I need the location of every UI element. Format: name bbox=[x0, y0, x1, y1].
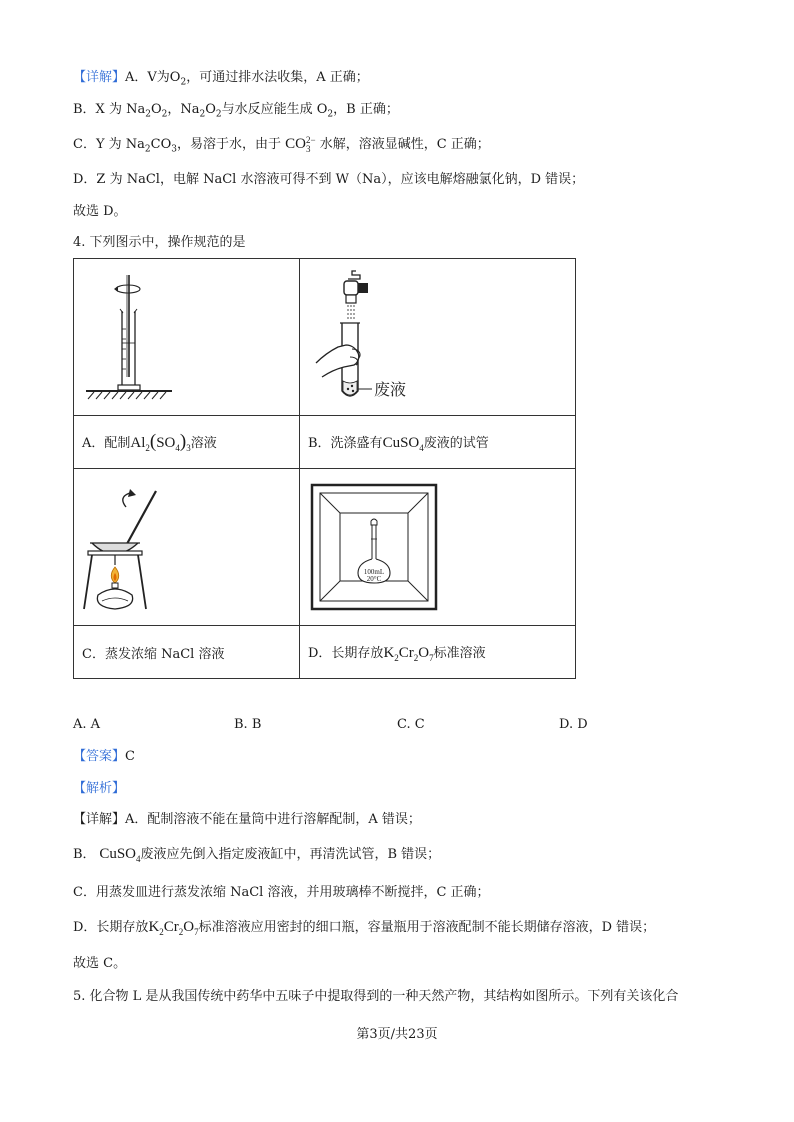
q4-detail-a: 【详解】A．配制溶液不能在量筒中进行溶解配制，A 错误； bbox=[73, 812, 421, 827]
option-c: C. C bbox=[397, 717, 425, 732]
option-a: A. A bbox=[73, 717, 101, 732]
test-tube-washing-illustration bbox=[300, 259, 575, 415]
cell-b-image bbox=[300, 259, 576, 416]
prev-detail-c: C．Y 为 $Na_2CO_3$，易溶于水，由于 CO 2− 3 水解，溶液显碱性，C 正确； bbox=[73, 134, 490, 155]
cell-c-image bbox=[74, 469, 300, 626]
q4-conclusion: 故选 C。 bbox=[73, 956, 127, 971]
answer-value: C bbox=[125, 749, 135, 764]
graduated-cylinder-illustration bbox=[74, 259, 299, 415]
cell-d-caption: D．长期存放$K_2Cr_2O_7$标准溶液 bbox=[300, 626, 576, 679]
question4-stem: 4. 下列图示中，操作规范的是 bbox=[73, 235, 246, 250]
cell-b-caption: B．洗涤盛有CuSO$_4$废液的试管 bbox=[300, 416, 576, 469]
prev-detail-a: 【详解】A．V为$O_2$，可通过排水法收集，A 正确； bbox=[73, 70, 369, 88]
analysis-label: 【解析】 bbox=[73, 781, 126, 796]
evaporating-dish-illustration bbox=[74, 469, 299, 625]
prev-conclusion: 故选 D。 bbox=[73, 204, 127, 219]
answer-label: 【答案】 bbox=[73, 749, 126, 764]
question5-stem: 5. 化合物 L 是从我国传统中药华中五味子中提取得到的一种天然产物，其结构如图所示。下列有关该化合 bbox=[73, 989, 679, 1004]
q4-detail-b: B． CuSO$_4$废液应先倒入指定废液缸中，再清洗试管，B 错误； bbox=[73, 846, 441, 864]
question4-options bbox=[73, 717, 633, 735]
cell-c-caption: C．蒸发浓缩 NaCl 溶液 bbox=[74, 626, 300, 679]
q4-detail-c: C．用蒸发皿进行蒸发浓缩 NaCl 溶液，并用玻璃棒不断搅拌，C 正确； bbox=[73, 885, 490, 900]
option-b: B. B bbox=[234, 717, 262, 732]
cell-a-image bbox=[74, 259, 300, 416]
cell-d-image bbox=[300, 469, 576, 626]
page-footer: 第3页/共23页 bbox=[356, 1027, 438, 1042]
carbonate-ion: CO 2− 3 bbox=[285, 134, 316, 154]
waste-liquid-label: 废液 bbox=[374, 380, 407, 399]
prev-detail-b: B．X 为 $Na_2O_2$，$Na_2O_2$与水反应能生成 $O_2$，B 正确； bbox=[73, 102, 399, 120]
detail-label: 【详解】 bbox=[73, 70, 126, 85]
prev-detail-d: D．Z 为 NaCl，电解 NaCl 水溶液可得不到 W（Na），应该电解熔融氯化钠，D 错误； bbox=[73, 172, 585, 187]
cell-a-caption: A．配制$Al_2(SO_4)_3$溶液 bbox=[74, 416, 300, 469]
flask-temp-label: 20°C bbox=[366, 575, 382, 583]
question4-figure-table bbox=[73, 258, 576, 679]
option-d: D. D bbox=[559, 717, 588, 732]
volumetric-flask-cabinet-illustration bbox=[300, 469, 575, 625]
answer-line bbox=[73, 748, 135, 766]
flask-volume-label: 100mL bbox=[363, 568, 385, 576]
q4-detail-d: D．长期存放$K_2Cr_2O_7$标准溶液应用密封的细口瓶，容量瓶用于溶液配制不能长期储存溶液，D 错误； bbox=[73, 919, 656, 937]
